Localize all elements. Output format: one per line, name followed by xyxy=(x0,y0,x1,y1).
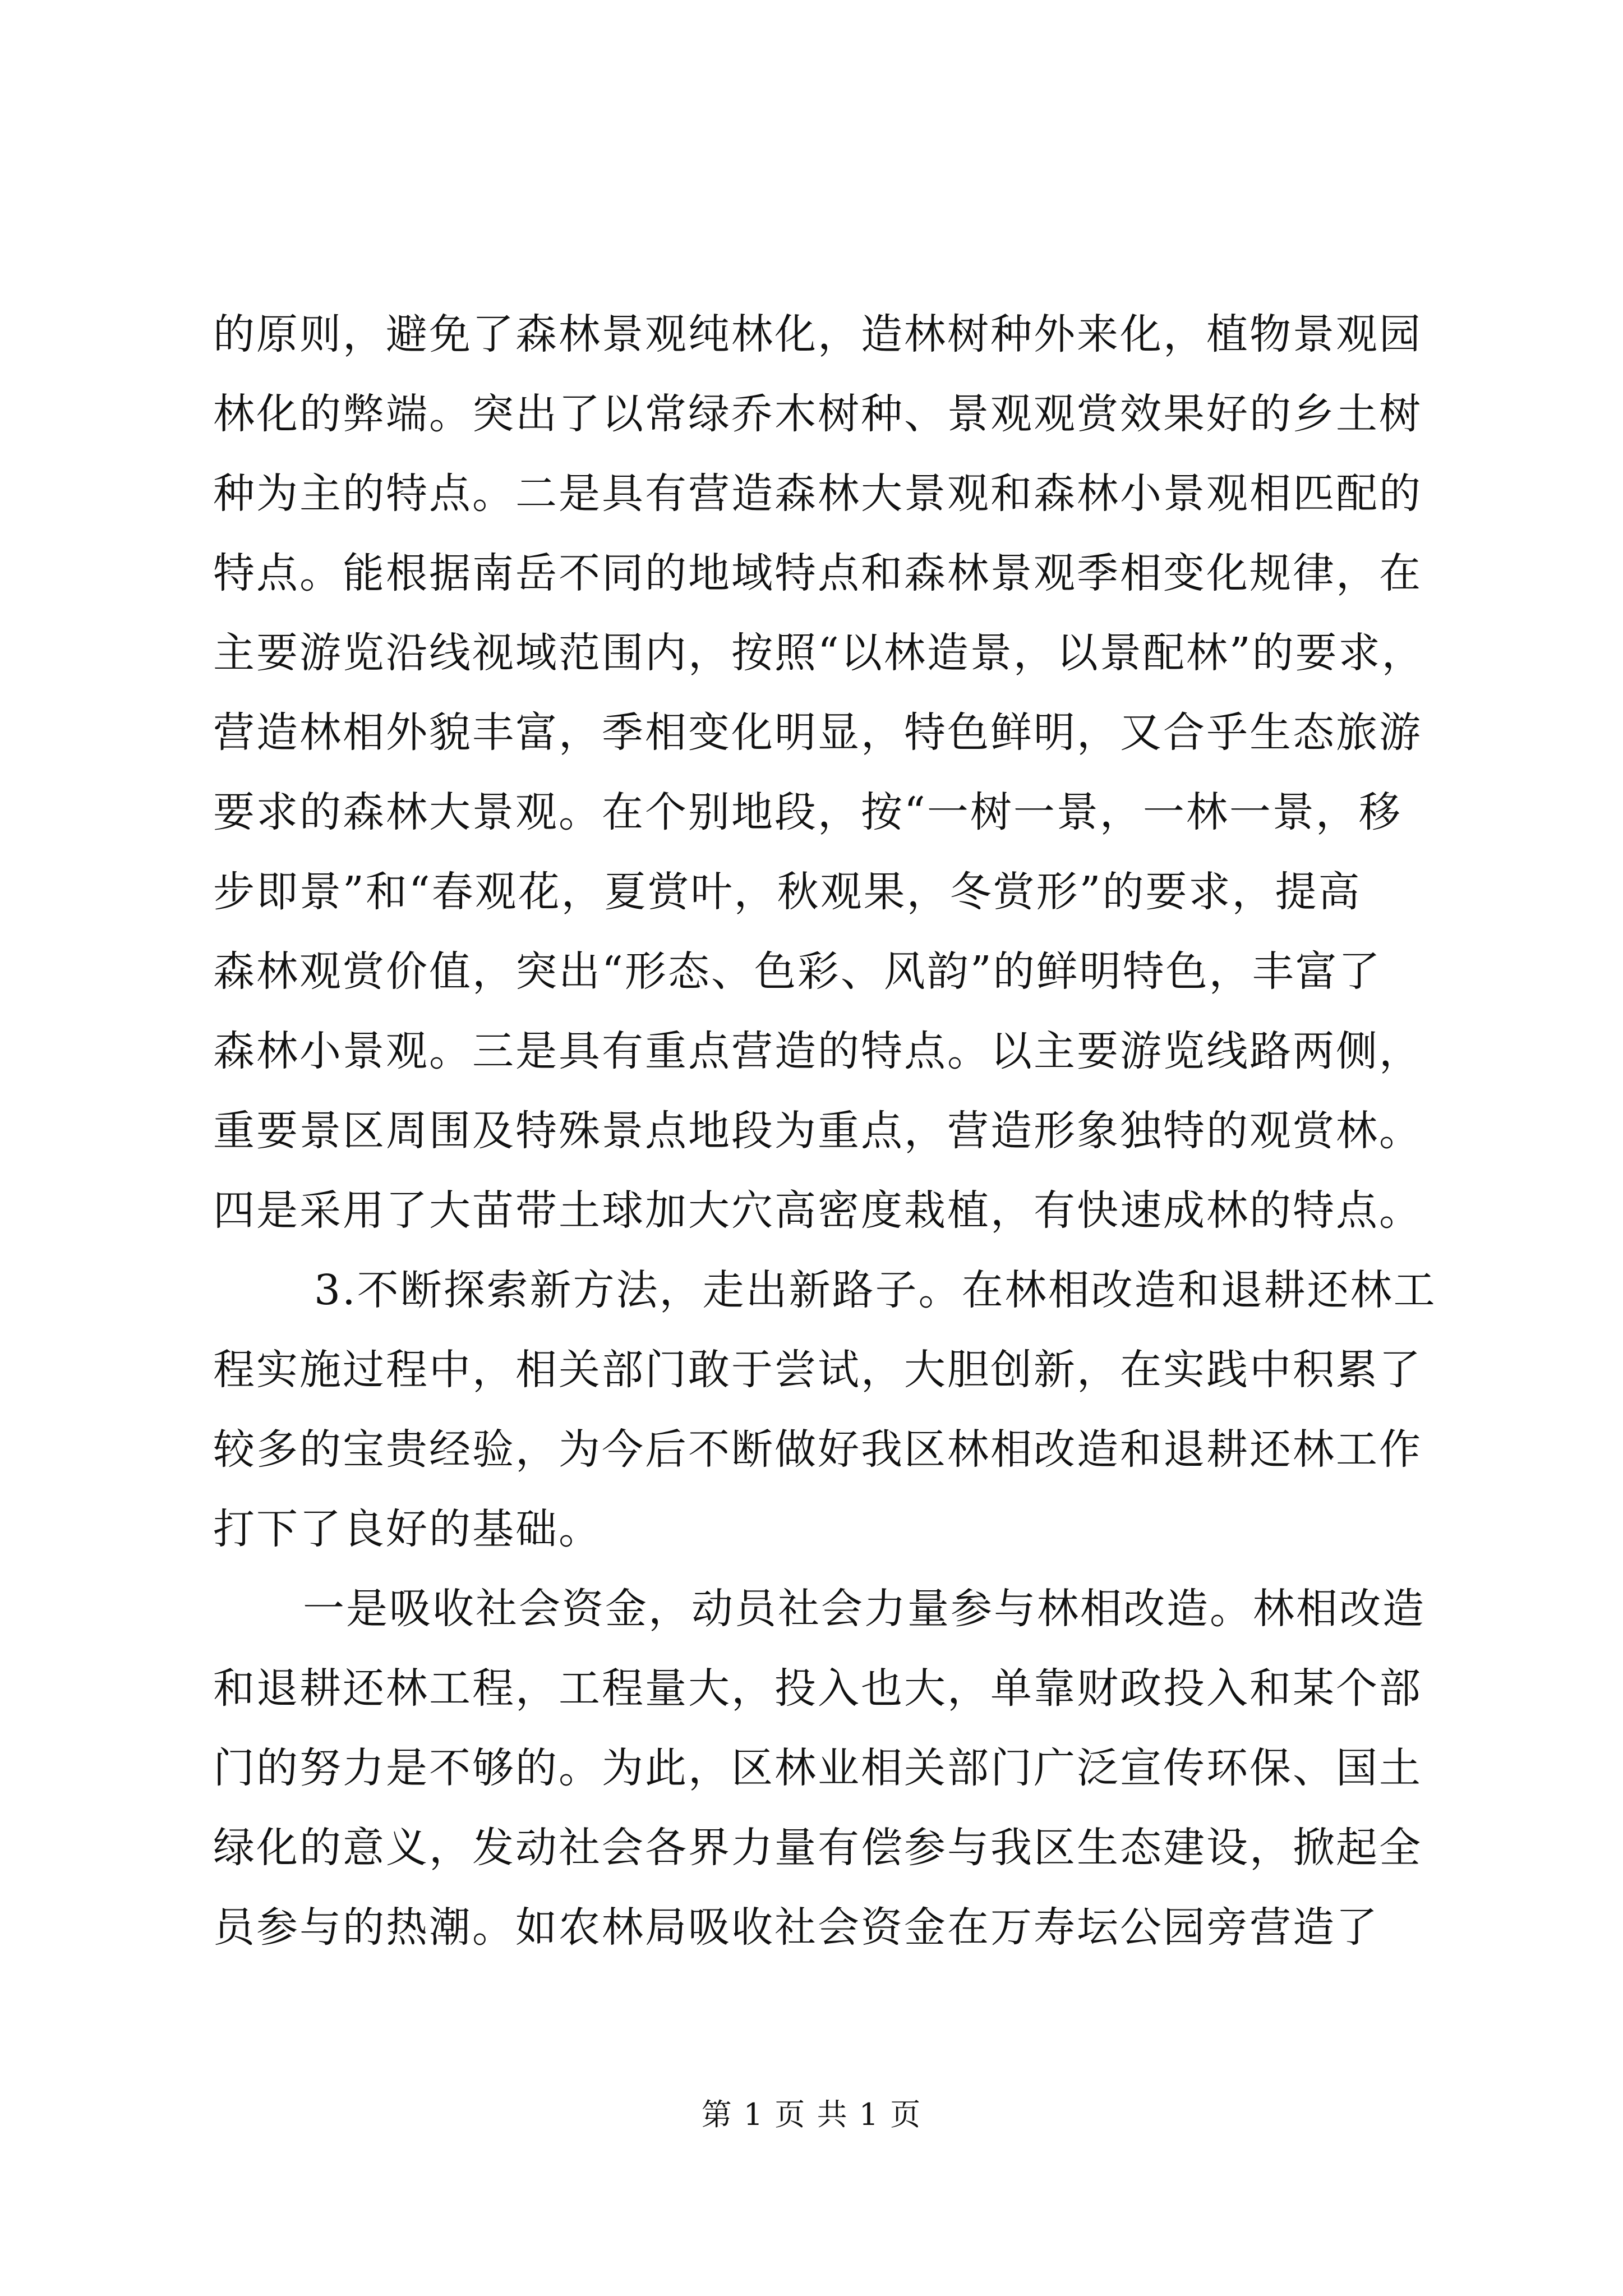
text-line: 打下了良好的基础。 xyxy=(213,1505,602,1553)
text-line: 森林观赏价值，突出“形态、色彩、风韵”的鲜明特色，丰富了 xyxy=(213,947,1382,996)
text-line: 种为主的特点。二是具有营造森林大景观和森林小景观相匹配的 xyxy=(213,470,1422,518)
text-line: 门的努力是不够的。为此，区林业相关部门广泛宣传环保、国土 xyxy=(213,1744,1422,1792)
text-line: 林化的弊端。突出了以常绿乔木树种、景观观赏效果好的乡土树 xyxy=(213,390,1422,438)
text-line: 主要游览沿线视域范围内，按照“以林造景，以景配林”的要求， xyxy=(213,629,1425,677)
text-line: 程实施过程中，相关部门敢于尝试，大胆创新，在实践中积累了 xyxy=(213,1346,1422,1394)
text-line: 要求的森林大景观。在个别地段，按“一树一景，一林一景，移 xyxy=(213,788,1402,836)
text-line: 绿化的意义，发动社会各界力量有偿参与我区生态建设，掀起全 xyxy=(213,1824,1422,1872)
text-line: 特点。能根据南岳不同的地域特点和森林景观季相变化规律，在 xyxy=(213,549,1422,597)
page-footer xyxy=(0,2092,1623,2137)
paragraph-start-line: 一是吸收社会资金，动员社会力量参与林相改造。林相改造 xyxy=(303,1585,1426,1633)
text-line: 步即景”和“春观花，夏赏叶，秋观果，冬赏形”的要求，提高 xyxy=(213,868,1362,916)
text-line: 和退耕还林工程，工程量大，投入也大，单靠财政投入和某个部 xyxy=(213,1664,1422,1713)
text-line: 较多的宝贵经验，为今后不断做好我区林相改造和退耕还林工作 xyxy=(213,1425,1422,1474)
text-line: 营造林相外貌丰富，季相变化明显，特色鲜明，又合乎生态旅游 xyxy=(213,708,1422,757)
text-line: 四是采用了大苗带土球加大穴高密度栽植，有快速成林的特点。 xyxy=(213,1186,1422,1235)
page-number: 第 1 页 共 1 页 xyxy=(701,2097,922,2132)
text-line: 的原则，避免了森林景观纯林化，造林树种外来化，植物景观园 xyxy=(213,310,1422,358)
paragraph-start-line: 3.不断探索新方法，走出新路子。在林相改造和退耕还林工 xyxy=(314,1266,1437,1314)
text-line: 重要景区周围及特殊景点地段为重点，营造形象独特的观赏林。 xyxy=(213,1107,1422,1155)
text-line: 森林小景观。三是具有重点营造的特点。以主要游览线路两侧， xyxy=(213,1027,1422,1075)
body-text xyxy=(213,295,1437,1967)
text-line: 员参与的热潮。如农林局吸收社会资金在万寿坛公园旁营造了 xyxy=(213,1903,1379,1952)
